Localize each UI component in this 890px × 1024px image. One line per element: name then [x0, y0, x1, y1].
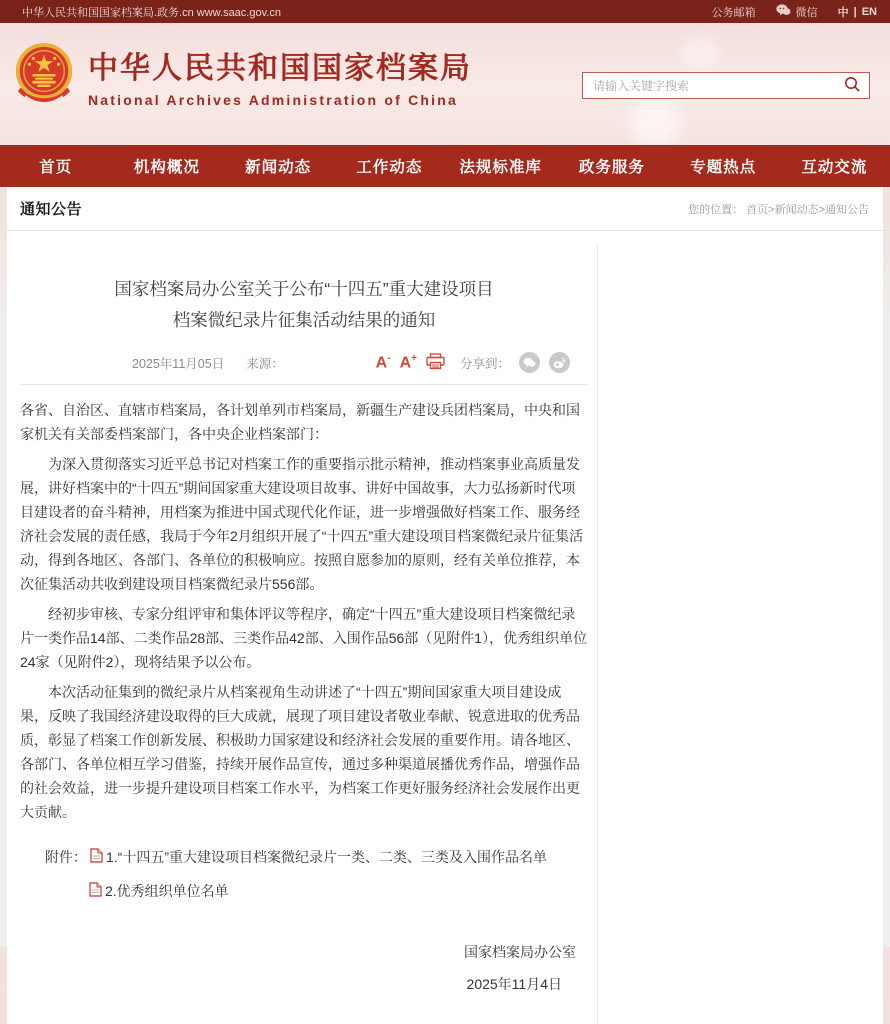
publish-date: 2025年11月05日 [132, 356, 225, 371]
search-button[interactable] [835, 73, 869, 98]
pdf-file-icon [89, 876, 102, 908]
site-brand[interactable] [13, 42, 472, 109]
source-label: 来源： [246, 356, 284, 371]
paragraph-2: 经初步审核、专家分组评审和集体评议等程序，确定“十四五”重大建设项目档案微纪录片一类作品14部、二类作品28部、三类作品42部、入围作品56部（见附件1），优秀组织单位24家（见附件2），现将结果予以公布。 [20, 606, 588, 670]
site-title-cn: 中华人民共和国国家档案局 [88, 52, 472, 85]
signature-block [20, 942, 588, 994]
nav-item-work[interactable]: 工作动态 [356, 159, 423, 176]
breadcrumb-path[interactable]: 首页>新闻动态>通知公告 [746, 203, 869, 216]
nav-item-services[interactable]: 政务服务 [578, 159, 645, 176]
attachment-link-1[interactable]: 1.“十四五”重大建设项目档案微纪录片一类、二类、三类及入围作品名单 [106, 849, 547, 865]
meta-divider [20, 384, 588, 385]
share-weibo-icon[interactable] [549, 352, 570, 373]
pdf-file-icon [90, 842, 103, 874]
signature-org: 国家档案局办公室 [464, 944, 576, 960]
article-meta [20, 352, 588, 373]
lang-zh-link[interactable]: 中 [837, 6, 849, 19]
search-input[interactable] [583, 79, 835, 93]
article-title-line1: 国家档案局办公室关于公布“十四五”重大建设项目 [114, 279, 494, 299]
nav-item-topics[interactable]: 专题热点 [690, 159, 757, 176]
nav-item-news[interactable]: 新闻动态 [245, 159, 312, 176]
official-mail-link[interactable]: 公务邮箱 [711, 6, 756, 19]
right-spacer [598, 244, 883, 1024]
breadcrumb [688, 201, 869, 217]
article-title-line2: 档案微纪录片征集活动结果的通知 [172, 310, 436, 330]
print-icon[interactable] [426, 353, 445, 373]
lang-separator: | [853, 5, 857, 18]
attachment-label: 附件： [45, 849, 87, 865]
search-box [582, 72, 870, 99]
attachments-block [20, 840, 588, 908]
main-nav [0, 145, 890, 187]
site-url-text: 中华人民共和国国家档案局.政务.cn www.saac.gov.cn [22, 6, 281, 19]
font-decrease-button[interactable]: A- [375, 352, 391, 372]
site-header [0, 23, 890, 145]
breadcrumb-row [7, 187, 883, 231]
national-emblem-icon [13, 42, 75, 109]
font-increase-button[interactable]: A+ [399, 352, 417, 372]
article-title [20, 274, 588, 336]
article-body [20, 398, 588, 824]
wechat-label: 微信 [795, 6, 818, 19]
nav-item-about[interactable]: 机构概况 [133, 159, 200, 176]
content-wrapper [7, 187, 883, 1024]
nav-item-interaction[interactable]: 互动交流 [801, 159, 868, 176]
lang-en-link[interactable]: EN [861, 5, 877, 18]
nav-item-regulations[interactable]: 法规标准库 [459, 159, 542, 176]
language-switch [838, 4, 877, 20]
breadcrumb-label: 您的位置： [688, 203, 744, 216]
attachment-link-2[interactable]: 2.优秀组织单位名单 [105, 883, 229, 899]
paragraph-3: 本次活动征集到的微纪录片从档案视角生动讲述了“十四五”期间国家重大项目建设成果，反映了我国经济建设取得的巨大成就，展现了项目建设者敬业奉献、锐意进取的优秀品质，彰显了档案工作创新发展、积极助力国家建设和经济社会发展的重要作用。请各地区、各部门、各单位相互学习借鉴，持续开展作品宣传，通过多种渠道展播优秀作品，增强作品的社会效益，进一步提升建设项目档案工作水平，为档案工作更好服务经济社会发展作出更大贡献。 [20, 684, 580, 820]
article [7, 244, 598, 1024]
wechat-icon [776, 4, 791, 19]
share-wechat-icon[interactable] [519, 352, 540, 373]
search-icon [844, 76, 861, 96]
paragraph-1: 为深入贯彻落实习近平总书记对档案工作的重要指示批示精神，推动档案事业高质量发展，讲好档案中的“十四五”期间国家重大建设项目故事、讲好中国故事，大力弘扬新时代项目建设者的奋斗精神，用档案为推进中国式现代化作证，进一步增强做好档案工作、服务经济社会发展的责任感，我局于今年2月组织开展了“十四五”重大建设项目档案微纪录片征集活动，得到各地区、各部门、各单位的积极响应。按照自愿参加的原则，经有关单位推荐，本次征集活动共收到建设项目档案微纪录片556部。 [20, 456, 584, 592]
wechat-link[interactable] [776, 4, 818, 20]
top-utility-bar [0, 0, 890, 23]
paragraph-salutation: 各省、自治区、直辖市档案局，各计划单列市档案局，新疆生产建设兵团档案局，中央和国家机关有关部委档案部门，各中央企业档案部门： [20, 402, 580, 442]
signature-date: 2025年11月4日 [466, 976, 562, 992]
share-label: 分享到： [459, 356, 510, 371]
nav-item-home[interactable]: 首页 [39, 159, 73, 176]
site-title-en: National Archives Administration of China [88, 92, 458, 108]
section-title: 通知公告 [20, 201, 83, 218]
